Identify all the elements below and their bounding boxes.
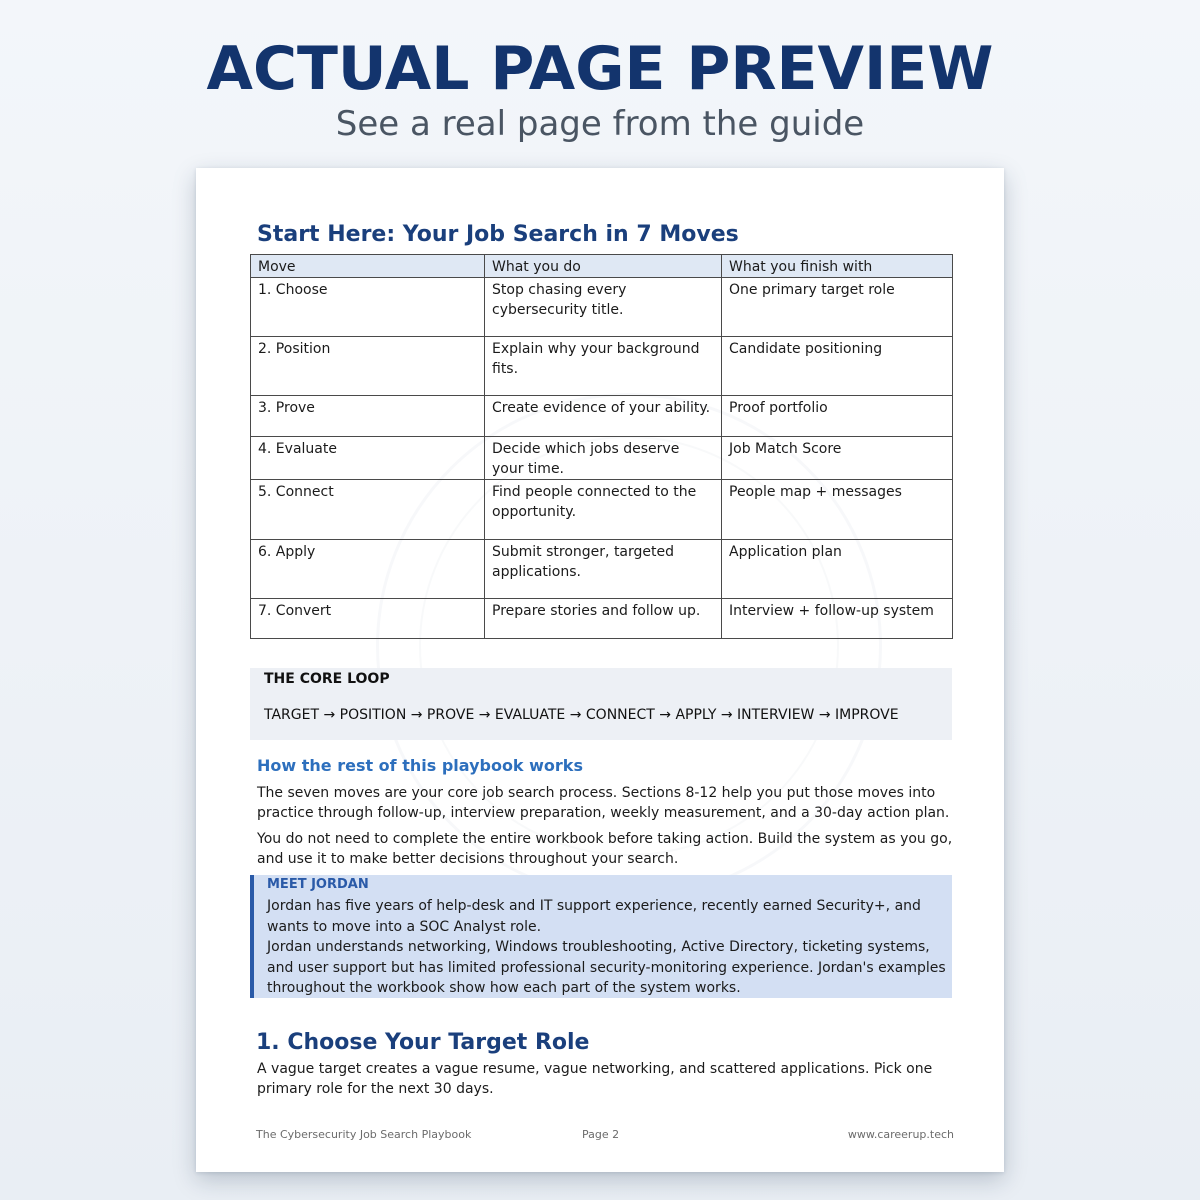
how-it-works-title: How the rest of this playbook works xyxy=(257,756,583,775)
table-row xyxy=(251,437,953,480)
footer-website: www.careerup.tech xyxy=(847,1128,954,1141)
table-cell: 6. Apply xyxy=(251,540,485,599)
table-cell: 4. Evaluate xyxy=(251,437,485,480)
banner-subtitle: See a real page from the guide xyxy=(335,104,865,144)
table-cell: Interview + follow-up system xyxy=(722,599,953,639)
table-row xyxy=(251,480,953,540)
table-cell: One primary target role xyxy=(722,278,953,337)
table-cell: Submit stronger, targeted applications. xyxy=(485,540,722,599)
core-loop-label: THE CORE LOOP xyxy=(264,671,390,687)
meet-jordan-callout xyxy=(250,875,952,998)
table-cell: Application plan xyxy=(722,540,953,599)
table-row xyxy=(251,396,953,437)
table-header-row xyxy=(251,255,953,278)
table-cell: 1. Choose xyxy=(251,278,485,337)
core-loop-text: TARGET → POSITION → PROVE → EVALUATE → CONNECT → APPLY → INTERVIEW → IMPROVE xyxy=(264,707,899,723)
table-row xyxy=(251,278,953,337)
table-cell: 3. Prove xyxy=(251,396,485,437)
column-header-move: Move xyxy=(251,255,485,278)
column-header-what-you-do: What you do xyxy=(485,255,722,278)
table-cell: Find people connected to the opportunity. xyxy=(485,480,722,540)
table-cell: Decide which jobs deserve your time. xyxy=(485,437,722,480)
choose-role-heading: 1. Choose Your Target Role xyxy=(256,1030,590,1055)
callout-paragraph-1: Jordan has five years of help-desk and IT support experience, recently earned Security+, and wants to move into a SOC Analyst role. xyxy=(267,898,921,935)
column-header-what-you-finish-with: What you finish with xyxy=(722,255,953,278)
table-row xyxy=(251,337,953,396)
table-row xyxy=(251,599,953,639)
table-cell: Proof portfolio xyxy=(722,396,953,437)
core-loop-box xyxy=(250,668,952,740)
how-it-works-paragraph-2: You do not need to complete the entire workbook before taking action. Build the system as you go, and use it to make better decisions throughout your search. xyxy=(257,831,953,867)
table-cell: Job Match Score xyxy=(722,437,953,480)
table-cell: Explain why your background fits. xyxy=(485,337,722,396)
table-cell: People map + messages xyxy=(722,480,953,540)
callout-body xyxy=(267,896,947,999)
table-cell: 5. Connect xyxy=(251,480,485,540)
table-cell: 2. Position xyxy=(251,337,485,396)
table-cell: Prepare stories and follow up. xyxy=(485,599,722,639)
table-cell: Stop chasing every cybersecurity title. xyxy=(485,278,722,337)
choose-role-paragraph: A vague target creates a vague resume, vague networking, and scattered applications. Pick one primary role for the next 30 days. xyxy=(257,1061,933,1097)
moves-table xyxy=(250,254,953,639)
table-cell: 7. Convert xyxy=(251,599,485,639)
how-it-works-paragraph-1: The seven moves are your core job search process. Sections 8-12 help you put those moves into practice through follow-up, interview preparation, weekly measurement, and a 30-day action plan. xyxy=(257,785,950,821)
table-cell: Create evidence of your ability. xyxy=(485,396,722,437)
footer-title: The Cybersecurity Job Search Playbook xyxy=(256,1128,472,1141)
document-page xyxy=(196,168,1004,1172)
table-cell: Candidate positioning xyxy=(722,337,953,396)
callout-paragraph-2: Jordan understands networking, Windows troubleshooting, Active Directory, ticketing systems, and user support but has limited professional security-monitoring experience. Jordan's examples throughout the workbook show how each part of the system works. xyxy=(267,939,946,996)
banner-title: ACTUAL PAGE PREVIEW xyxy=(206,34,994,104)
footer-page-number: Page 2 xyxy=(582,1128,620,1141)
table-row xyxy=(251,540,953,599)
section-title: Start Here: Your Job Search in 7 Moves xyxy=(257,222,739,247)
callout-label: MEET JORDAN xyxy=(267,877,369,892)
